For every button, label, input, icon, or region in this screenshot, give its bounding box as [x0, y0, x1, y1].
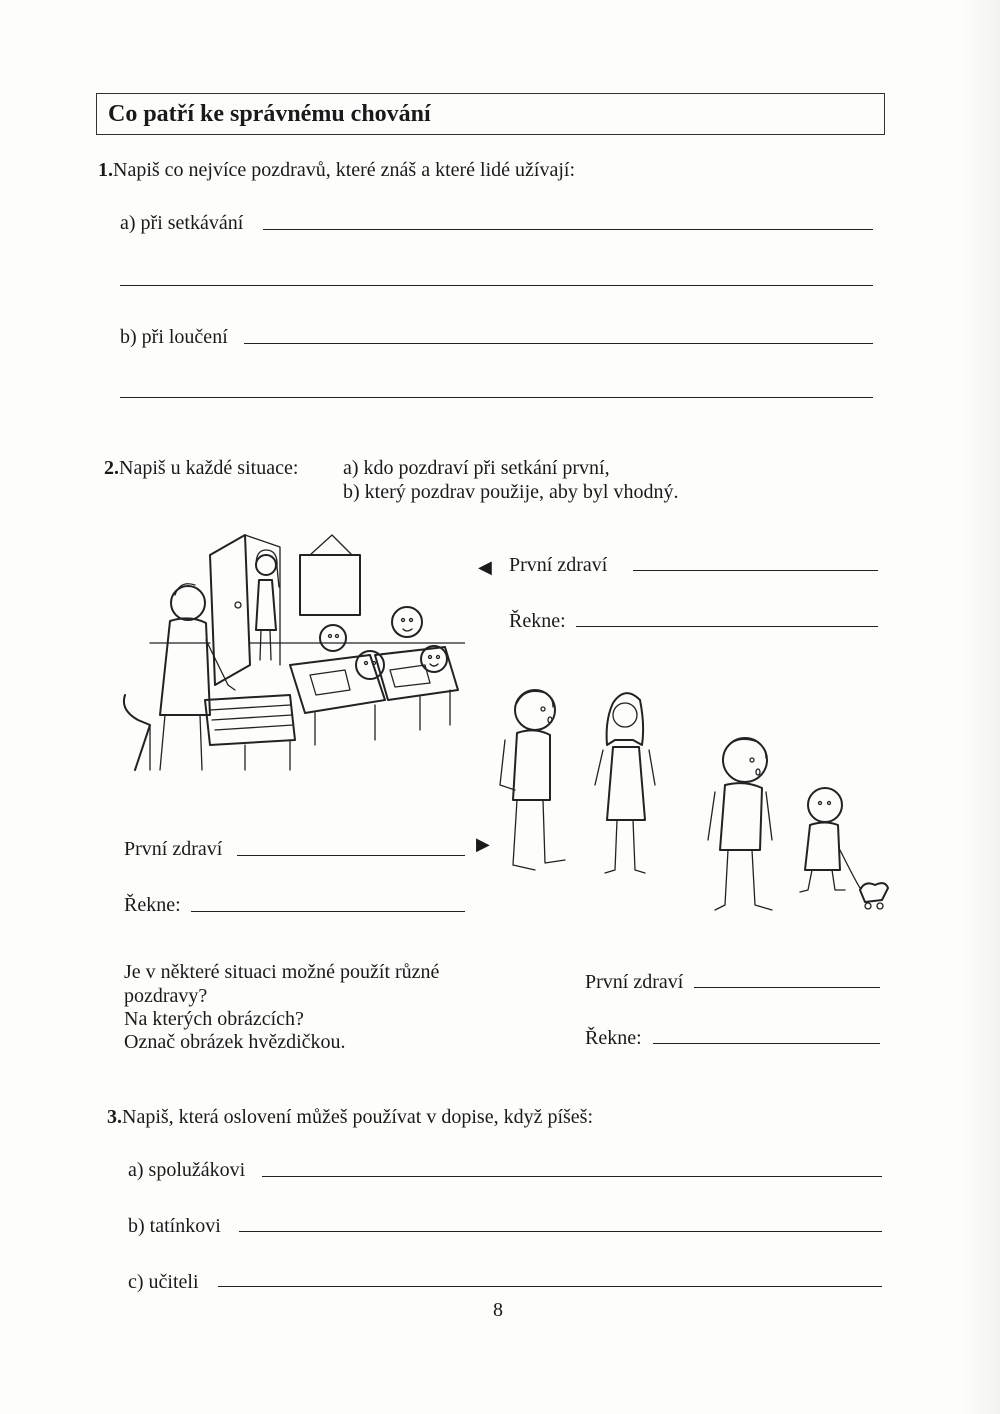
q3-a-label: a) spolužákovi [128, 1159, 246, 1181]
situation-2-first-greets-label: První zdraví [124, 838, 223, 860]
situation-1-says-line[interactable] [576, 626, 878, 627]
page-title: Co patří ke správnému chování [108, 101, 431, 127]
q1-b-answer-line[interactable] [244, 343, 873, 344]
q1-b-answer-line-2[interactable] [120, 397, 873, 398]
reflection-line-4: Označ obrázek hvězdičkou. [124, 1031, 346, 1053]
q3-c-label: c) učiteli [128, 1271, 199, 1293]
q1-a-answer-line-2[interactable] [120, 285, 873, 286]
classroom-illustration [120, 525, 465, 780]
q1-b-label: b) při loučení [120, 326, 228, 348]
toddler [800, 788, 845, 892]
situation-1-first-greets-line[interactable] [633, 570, 878, 571]
pointer-left-icon: ◀ [478, 557, 492, 577]
question-3-text: Napiš, která oslovení můžeš používat v dopise, když píšeš: [122, 1106, 594, 1128]
q3-a-answer-line[interactable] [262, 1176, 882, 1177]
teacher-figure [160, 584, 235, 770]
reflection-line-2: pozdravy? [124, 985, 208, 1007]
page-edge-shadow [960, 0, 1000, 1414]
question-3-number: 3. [107, 1106, 122, 1128]
question-2-number: 2. [104, 457, 119, 479]
situation-2-says-line[interactable] [191, 911, 465, 912]
boy-with-backpack [500, 690, 565, 870]
question-2-text: Napiš u každé situace: [119, 457, 299, 479]
situation-3-first-greets-label: První zdraví [585, 971, 684, 993]
situation-3-says-line[interactable] [653, 1043, 880, 1044]
two-children-illustration [495, 685, 665, 885]
situation-3-says-label: Řekne: [585, 1027, 642, 1049]
pointer-right-icon: ▶ [476, 834, 490, 854]
reflection-line-1: Je v některé situaci možné použít různé [124, 961, 440, 983]
older-boy [708, 738, 772, 910]
question-3 [107, 1105, 593, 1129]
situation-3-first-greets-line[interactable] [694, 987, 880, 988]
boy-and-toddler-illustration [700, 730, 895, 920]
girl-with-long-hair [595, 693, 655, 873]
question-1 [98, 158, 575, 182]
toy-duck [840, 850, 888, 909]
situation-2-first-greets-line[interactable] [237, 855, 465, 856]
question-2-sub-a: a) kdo pozdraví při setkání první, [343, 457, 610, 479]
situation-2-says-label: Řekne: [124, 894, 181, 916]
situation-1-first-greets-label: První zdraví [509, 554, 608, 576]
title-box [96, 93, 885, 135]
page-number: 8 [493, 1299, 503, 1321]
question-1-text: Napiš co nejvíce pozdravů, které znáš a které lidé užívají: [113, 159, 576, 181]
q3-b-answer-line[interactable] [239, 1231, 882, 1232]
question-2-sub-b: b) který pozdrav použije, aby byl vhodný. [343, 481, 679, 503]
question-1-number: 1. [98, 159, 113, 181]
q1-a-answer-line[interactable] [263, 229, 873, 230]
q1-a-label: a) při setkávání [120, 212, 244, 234]
question-2 [104, 456, 298, 480]
reflection-line-3: Na kterých obrázcích? [124, 1008, 304, 1030]
q3-c-answer-line[interactable] [218, 1286, 882, 1287]
q3-b-label: b) tatínkovi [128, 1215, 221, 1237]
situation-1-says-label: Řekne: [509, 610, 566, 632]
